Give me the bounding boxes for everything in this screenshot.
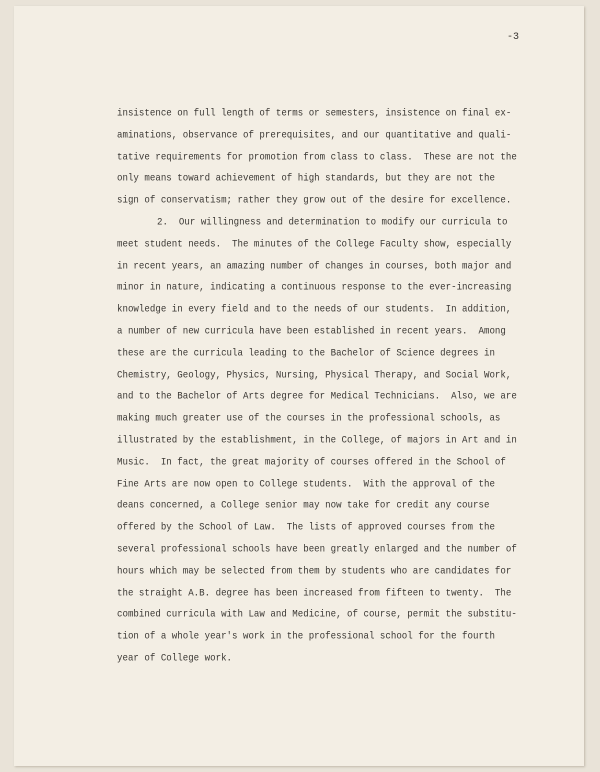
text-line: Music. In fact, the great majority of courses offered in the School of	[117, 454, 506, 468]
text-line: year of College work.	[117, 651, 233, 664]
text-line: minor in nature, indicating a continuous response to the ever-increasing	[117, 280, 512, 294]
text-line: and to the Bachelor of Arts degree for Medical Technicians. Also, we are	[117, 389, 517, 403]
text-line: the straight A.B. degree has been increased from fifteen to twenty. The	[117, 585, 512, 599]
text-line: meet student needs. The minutes of the College Faculty show, especially	[117, 236, 512, 250]
text-line: sign of conservatism; rather they grow out of the desire for excellence.	[117, 193, 512, 206]
text-line: tative requirements for promotion from class to class. These are not the	[117, 149, 517, 163]
text-line: hours which may be selected from them by students who are candidates for	[117, 563, 512, 577]
text-line: tion of a whole year's work in the professional school for the fourth	[117, 629, 495, 642]
text-line: making much greater use of the courses in the professional schools, as	[117, 411, 501, 424]
document-body	[117, 102, 517, 669]
text-line: only means toward achievement of high standards, but they are not the	[117, 171, 495, 185]
text-line: these are the curricula leading to the Bachelor of Science degrees in	[117, 345, 495, 359]
text-line: 2. Our willingness and determination to modify our curricula to	[157, 215, 508, 228]
text-line: combined curricula with Law and Medicine, of course, permit the substitu-	[117, 607, 517, 621]
text-line: Fine Arts are now open to College students. With the approval of the	[117, 476, 495, 490]
page-number: -3	[507, 32, 520, 43]
text-line: insistence on full length of terms or semesters, insistence on final ex-	[117, 106, 512, 119]
text-line: deans concerned, a College senior may now take for credit any course	[117, 498, 490, 512]
text-line: several professional schools have been greatly enlarged and the number of	[117, 542, 517, 555]
text-line: a number of new curricula have been established in recent years. Among	[117, 324, 506, 337]
text-line: offered by the School of Law. The lists of approved courses from the	[117, 520, 495, 533]
text-line: Chemistry, Geology, Physics, Nursing, Physical Therapy, and Social Work,	[117, 367, 512, 381]
document-page	[14, 6, 584, 766]
text-line: knowledge in every field and to the needs of our students. In addition,	[117, 302, 512, 315]
text-line: in recent years, an amazing number of changes in courses, both major and	[117, 258, 512, 272]
text-line: illustrated by the establishment, in the College, of majors in Art and in	[117, 433, 517, 446]
text-line: aminations, observance of prerequisites, and our quantitative and quali-	[117, 127, 512, 141]
